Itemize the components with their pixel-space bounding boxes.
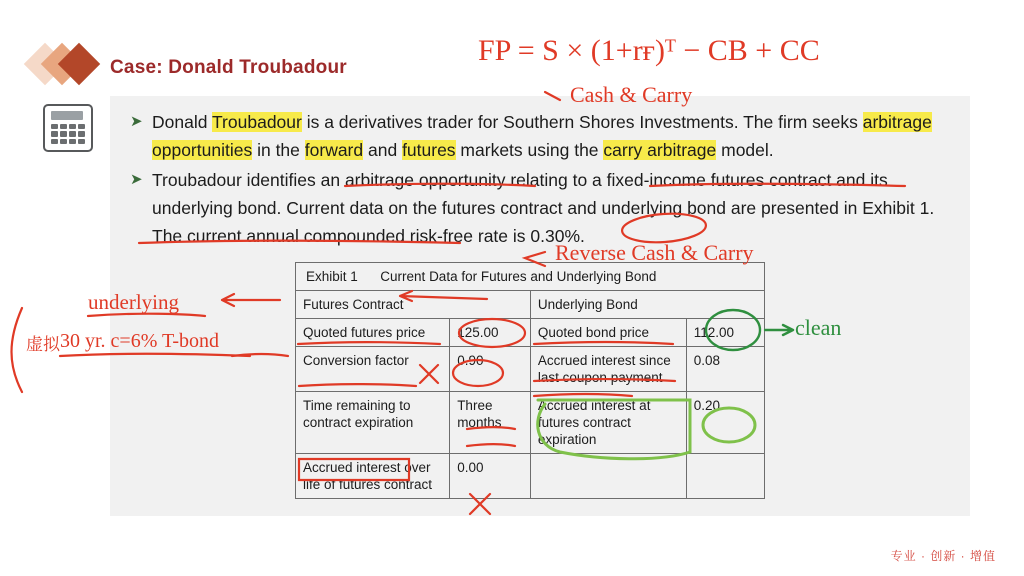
plain-text: markets using the [455, 140, 604, 160]
calculator-icon [43, 104, 93, 152]
cell-left-value: 125.00 [450, 319, 531, 347]
annotation-reverse-cash-and-carry: Reverse Cash & Carry [555, 240, 754, 265]
annotation-clean: clean [795, 315, 842, 340]
table-row [296, 347, 765, 392]
annotation-bond-detail: 30 yr. c=6% T-bond [60, 330, 220, 352]
bullet-1-text [152, 112, 932, 160]
plain-text: model. [716, 140, 774, 160]
bullet-2-text [152, 170, 934, 246]
exhibit-caption-label: Exhibit 1 [306, 269, 358, 284]
highlighted-text: carry arbitrage [603, 140, 717, 160]
column-header-bond: Underlying Bond [530, 291, 764, 319]
table-row [296, 319, 765, 347]
cell-left-value: 0.90 [450, 347, 531, 392]
highlighted-text: forward [304, 140, 364, 160]
exhibit-caption-text: Current Data for Futures and Underlying Bond [380, 269, 657, 284]
plain-text: Troubadour identifies an arbitrage opportunity relating to a fixed-income futures contract and its underlying bond. Current data on the futures contract and underlying bond are presented in Exhibit 1. The current annual compounded risk-free rate is 0.30%. [152, 170, 935, 246]
plain-text: Donald [152, 112, 213, 132]
annotation-formula-main: FP = S × (1+rғ)ᵀ − CB + CC [478, 34, 820, 67]
column-header-futures: Futures Contract [296, 291, 531, 319]
cell-right-label [530, 454, 686, 499]
calculator-keys [51, 124, 85, 144]
cell-left-label: Quoted futures price [296, 319, 450, 347]
cell-right-label: Accrued interest since last coupon payment [530, 347, 686, 392]
cell-right-value: 0.20 [686, 392, 764, 454]
plain-text: and [363, 140, 403, 160]
plain-text: is a derivatives trader for Southern Shores Investments. The firm seeks [301, 112, 863, 132]
diamond-logo-icon [30, 42, 102, 86]
cell-right-value: 112.00 [686, 319, 764, 347]
cell-right-value [686, 454, 764, 499]
table-row [296, 454, 765, 499]
cell-right-label: Accrued interest at futures contract expiration [530, 392, 686, 454]
highlighted-text: arbitrage opportunities [152, 112, 932, 160]
table-row [296, 392, 765, 454]
annotation-underlying: underlying [88, 290, 179, 314]
exhibit-table [295, 262, 765, 499]
plain-text: in the [252, 140, 305, 160]
cell-left-label: Accrued interest over life of futures contract [296, 454, 450, 499]
cell-left-label: Conversion factor [296, 347, 450, 392]
cell-left-value: 0.00 [450, 454, 531, 499]
table-row-caption [296, 263, 765, 291]
annotation-chinese-note: 虚拟 [26, 335, 60, 354]
calculator-screen [51, 111, 83, 120]
bullet-arrow-icon: ➤ [130, 113, 143, 130]
list-item [128, 166, 958, 250]
cell-left-label: Time remaining to contract expiration [296, 392, 450, 454]
annotation-cash-and-carry: Cash & Carry [570, 82, 693, 107]
list-item [128, 108, 958, 164]
bullet-list [128, 108, 958, 252]
cell-left-value: Three months [450, 392, 531, 454]
page-title: Case: Donald Troubadour [110, 57, 347, 78]
exhibit-caption [296, 263, 765, 291]
table-row-header [296, 291, 765, 319]
content-panel [110, 96, 970, 516]
highlighted-text: futures [402, 140, 456, 160]
footer-tagline: 专业 · 创新 · 增值 [890, 549, 996, 563]
highlighted-text: Troubadour [212, 112, 302, 132]
bullet-arrow-icon: ➤ [130, 171, 143, 188]
cell-right-label: Quoted bond price [530, 319, 686, 347]
cell-right-value: 0.08 [686, 347, 764, 392]
